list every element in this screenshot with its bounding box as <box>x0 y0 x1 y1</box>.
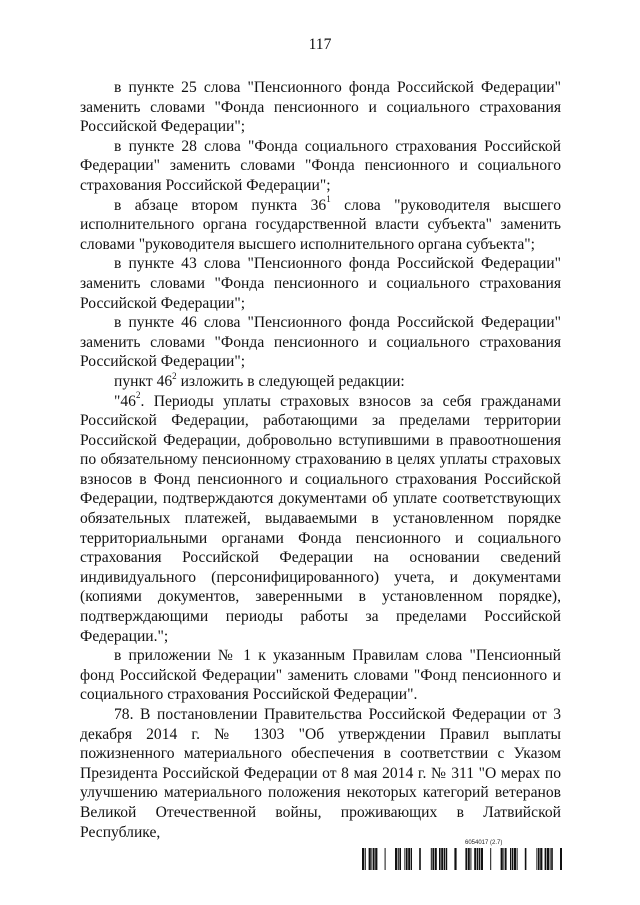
quoted-paragraph: "$46^2$. Периоды уплаты страховых взносов за себя гражданами Российской Федерации, работающими за пределами территории Российской Федерации, добровольно вступившими в правоотношения по обязательному пенсионному страхованию в целях уплаты страховых взносов в Фонд пенсионного и социального страхования Российской Федерации, подтверждаются документами об уплате соответствующих обязательных платежей, выдаваемыми в установленном порядке территориальными органами Фонда пенсионного и социального страхования Российской Федерации на основании сведений индивидуального (персонифицированного) учета, и документами (копиями документов, заверенными в установленном порядке), подтверждающими периоды работы за пределами Российской Федерации."; <box>80 390 561 645</box>
page-number: 117 <box>308 36 332 53</box>
paragraph: пункт $46^2$ изложить в следующей редакции: <box>114 370 405 390</box>
document-code: 6054017 (2.7) <box>465 840 503 846</box>
document-body <box>80 78 561 842</box>
paragraph: в пункте 43 слова "Пенсионного фонда Российской Федерации" заменить словами "Фонда пенсионного и социального страхования Российской Федерации"; <box>80 255 561 312</box>
paragraph: в пункте 28 слова "Фонда социального страхования Российской Федерации" заменить словами "Фонда пенсионного и социального страхования Российской Федерации"; <box>80 137 561 194</box>
paragraph: в приложении № 1 к указанным Правилам слова "Пенсионный фонд Российской Федерации" заменить словами "Фонд пенсионного и социального страхования Российской Федерации". <box>80 647 561 704</box>
paragraph: в пункте 25 слова "Пенсионного фонда Российской Федерации" заменить словами "Фонда пенсионного и социального страхования Российской Федерации"; <box>80 79 561 136</box>
paragraph: в абзаце втором пункта $36^1$ слова "руководителя высшего исполнительного органа государственной власти субъекта" заменить словами "руководителя высшего исполнительного органа субъекта"; <box>80 194 561 253</box>
paragraph: 78. В постановлении Правительства Российской Федерации от 3 декабря 2014 г. № 1303 "Об утверждении Правил выплаты пожизненного материального обеспечения в соответствии с Указом Президента Российской Федерации от 8 мая 2014 г. № 311 "О мерах по улучшению материального положения некоторых категорий ветеранов Великой Отечественной войны, проживающих в Латвийской Республике, <box>80 706 561 841</box>
barcode-icon <box>362 848 562 870</box>
paragraph: в пункте 46 слова "Пенсионного фонда Российской Федерации" заменить словами "Фонда пенсионного и социального страхования Российской Федерации"; <box>80 314 561 371</box>
